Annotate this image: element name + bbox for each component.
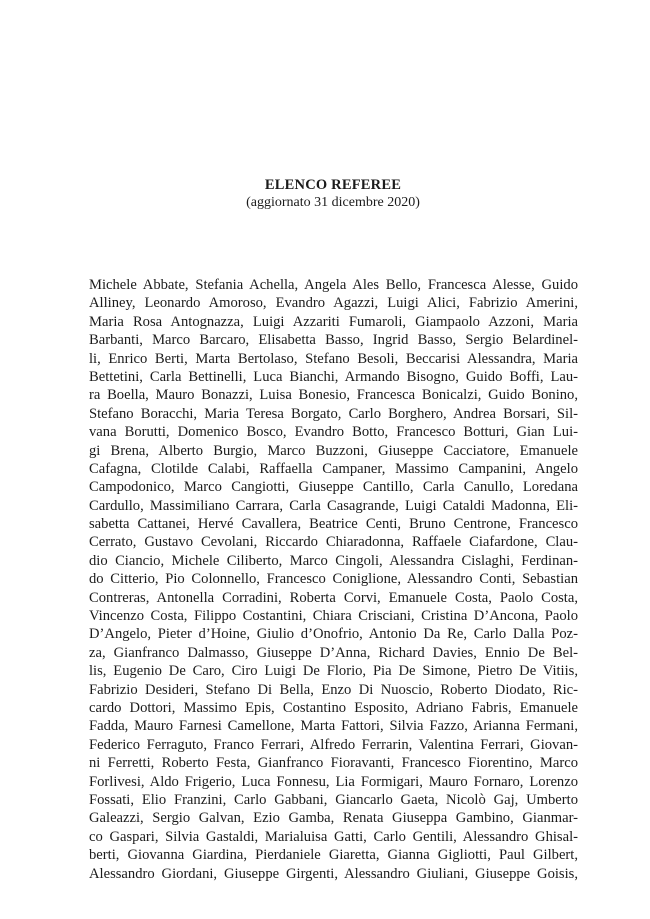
text-line: Maria Rosa Antognazza, Luigi Azzariti Fumaroli, Giampaolo Azzoni, Maria: [89, 313, 578, 330]
text-line: Fadda, Mauro Farnesi Camellone, Marta Fattori, Silvia Fazzo, Arianna Fermani,: [89, 718, 578, 735]
text-line: dio Ciancio, Michele Ciliberto, Marco Cingoli, Alessandra Cislaghi, Ferdinan-: [89, 552, 578, 569]
text-line: Stefano Boracchi, Maria Teresa Borgato, Carlo Borghero, Andrea Borsari, Sil-: [89, 405, 578, 422]
text-line: Fossati, Elio Franzini, Carlo Gabbani, Giancarlo Gaeta, Nicolò Gaj, Umberto: [89, 791, 578, 808]
text-line: ni Ferretti, Roberto Festa, Gianfranco Fioravanti, Francesco Fiorentino, Marco: [89, 755, 578, 772]
text-line: sabetta Cattanei, Hervé Cavallera, Beatrice Centi, Bruno Centrone, Francesco: [89, 516, 578, 533]
text-line: gi Brena, Alberto Burgio, Marco Buzzoni, Giuseppe Cacciatore, Emanuele: [89, 442, 578, 459]
text-line: Bettetini, Carla Bettinelli, Luca Bianchi, Armando Bisogno, Guido Boffi, Lau-: [89, 368, 578, 385]
text-line: Alliney, Leonardo Amoroso, Evandro Agazzi, Luigi Alici, Fabrizio Amerini,: [89, 295, 578, 312]
text-line: Cardullo, Massimiliano Carrara, Carla Casagrande, Luigi Cataldi Madonna, Eli-: [89, 497, 578, 514]
page-heading: [0, 176, 650, 212]
text-line: Campodonico, Marco Cangiotti, Giuseppe Cantillo, Carla Canullo, Loredana: [89, 479, 578, 496]
text-line: Fabrizio Desideri, Stefano Di Bella, Enzo Di Nuoscio, Roberto Diodato, Ric-: [89, 681, 578, 698]
text-line: Alessandro Giordani, Giuseppe Girgenti, Alessandro Giuliani, Giuseppe Goisis,: [89, 865, 578, 882]
text-line: ra Boella, Mauro Bonazzi, Luisa Bonesio, Francesca Bonicalzi, Guido Bonino,: [89, 387, 578, 404]
text-line: za, Gianfranco Dalmasso, Giuseppe D’Anna, Richard Davies, Ennio De Bel-: [89, 644, 578, 661]
text-line: Contreras, Antonella Corradini, Roberta Corvi, Emanuele Costa, Paolo Costa,: [89, 589, 578, 606]
text-line: Barbanti, Marco Barcaro, Elisabetta Basso, Ingrid Basso, Sergio Belardinel-: [89, 332, 578, 349]
text-line: lis, Eugenio De Caro, Ciro Luigi De Florio, Pia De Simone, Pietro De Vitiis,: [89, 663, 578, 680]
text-line: Federico Ferraguto, Franco Ferrari, Alfredo Ferrarin, Valentina Ferrari, Giovan-: [89, 736, 578, 753]
text-line: Vincenzo Costa, Filippo Costantini, Chiara Crisciani, Cristina D’Ancona, Paolo: [89, 608, 578, 625]
text-line: D’Angelo, Pieter d’Hoine, Giulio d’Onofrio, Antonio Da Re, Carlo Dalla Poz-: [89, 626, 578, 643]
text-line: Cerrato, Gustavo Cevolani, Riccardo Chiaradonna, Raffaele Ciafardone, Clau-: [89, 534, 578, 551]
text-line: Cafagna, Clotilde Calabi, Raffaella Campaner, Massimo Campanini, Angelo: [89, 460, 578, 477]
page-title: ELENCO REFEREE: [264, 177, 402, 193]
text-line: co Gaspari, Silvia Gastaldi, Marialuisa Gatti, Carlo Gentili, Alessandro Ghisal-: [89, 828, 578, 845]
text-line: vana Borutti, Domenico Bosco, Evandro Botto, Francesco Botturi, Gian Lui-: [89, 424, 578, 441]
text-line: Michele Abbate, Stefania Achella, Angela Ales Bello, Francesca Alesse, Guido: [89, 277, 578, 293]
text-line: cardo Dottori, Massimo Epis, Costantino Esposito, Adriano Fabris, Emanuele: [89, 699, 578, 716]
text-line: berti, Giovanna Giardina, Pierdaniele Giaretta, Gianna Gigliotti, Paul Gilbert,: [89, 847, 578, 864]
referee-list: [89, 276, 578, 883]
page-subtitle: (aggiornato 31 dicembre 2020): [246, 195, 420, 210]
text-line: do Citterio, Pio Colonnello, Francesco Coniglione, Alessandro Conti, Sebastian: [89, 571, 578, 588]
text-line: Galeazzi, Sergio Galvan, Ezio Gamba, Renata Giuseppa Gambino, Gianmar-: [89, 810, 578, 827]
text-line: Forlivesi, Aldo Frigerio, Luca Fonnesu, Lia Formigari, Mauro Fornaro, Lorenzo: [89, 773, 578, 790]
text-line: li, Enrico Berti, Marta Bertolaso, Stefano Besoli, Beccarisi Alessandra, Maria: [89, 350, 578, 367]
